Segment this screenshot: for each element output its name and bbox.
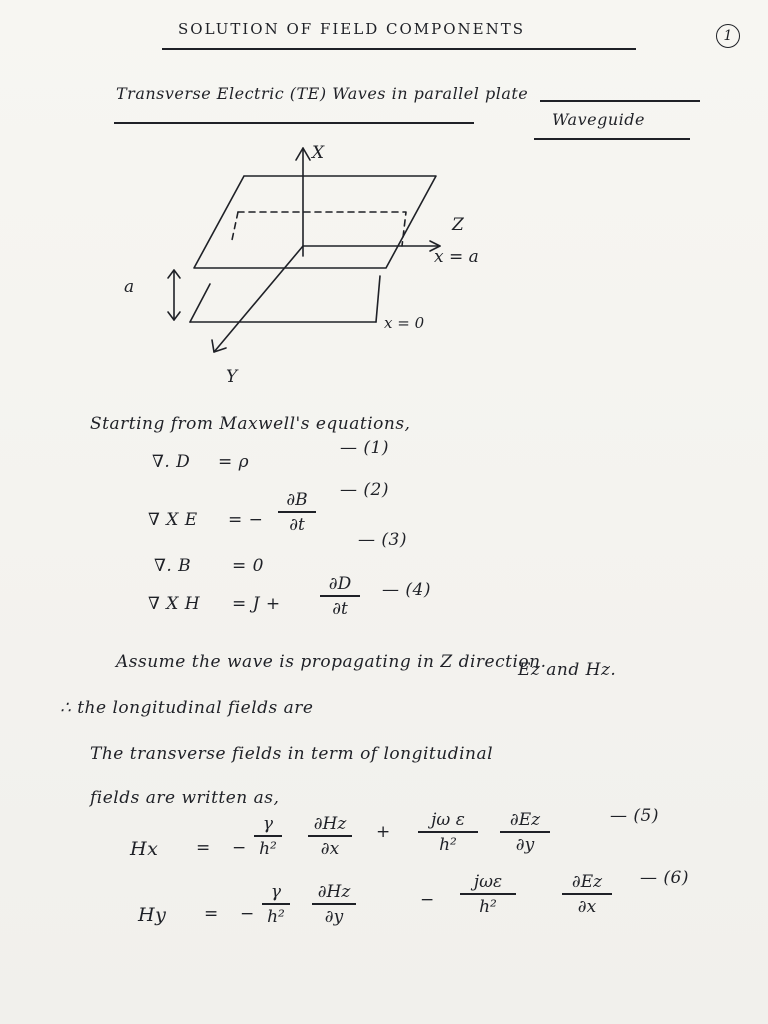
hy-t1-coef: γ h² — [262, 882, 290, 927]
hx-t1-sign: − — [232, 838, 247, 858]
eq2-rhs: = − — [228, 510, 264, 530]
para1-line1: Assume the wave is propagating in Z direction. — [116, 652, 547, 672]
x-eq-0-label: x = 0 — [384, 314, 425, 332]
top-plate — [194, 176, 436, 268]
eq3-tag: — (3) — [358, 530, 407, 550]
para1-line2-b: Ez and Hz. — [518, 660, 617, 680]
eq1-tag: — (1) — [340, 438, 389, 458]
hy-t1-sign: − — [240, 904, 255, 924]
hy-lhs: Hy — [138, 904, 167, 926]
eq1-rhs: = ρ — [218, 452, 250, 472]
eq2-lhs: ∇ X E — [148, 510, 198, 530]
eq4-den: ∂t — [332, 598, 348, 619]
para2-line2: fields are written as, — [90, 788, 280, 808]
hy-op: − — [420, 890, 435, 910]
eq4-num: ∂D — [328, 574, 352, 594]
hy-t1-deriv: ∂Hz ∂y — [312, 882, 356, 927]
eq4-tag: — (4) — [382, 580, 431, 600]
axis-y-label: Y — [226, 367, 238, 387]
para2-line1: The transverse fields in term of longitudinal — [90, 744, 494, 764]
eq2-tag: — (2) — [340, 480, 389, 500]
subtitle-line2: Waveguide — [552, 110, 645, 129]
hy-t2-deriv: ∂Ez ∂x — [562, 872, 612, 917]
y-axis-line — [214, 246, 303, 352]
para1-line2-a: ∴ the longitudinal fields are — [60, 698, 314, 718]
hx-eq: = — [196, 838, 211, 858]
eq3-lhs: ∇. B — [154, 556, 192, 576]
eq4-lhs: ∇ X H — [148, 594, 201, 614]
hx-t1-deriv: ∂Hz ∂x — [308, 814, 352, 859]
subtitle-line1: Transverse Electric (TE) Waves in parallel plate — [116, 84, 529, 103]
hy-tag: — (6) — [640, 868, 689, 888]
eq2-den: ∂t — [289, 514, 305, 535]
axis-x-label: X — [312, 143, 325, 163]
intro-text: Starting from Maxwell's equations, — [90, 414, 411, 434]
hx-lhs: Hx — [130, 838, 159, 860]
axis-z-label: Z — [452, 215, 464, 235]
hx-t2-coef: jω ε h² — [418, 810, 478, 855]
hx-tag: — (5) — [610, 806, 659, 826]
eq3-rhs: = 0 — [232, 556, 264, 576]
x-eq-a-label: x = a — [434, 247, 479, 267]
eq1-lhs: ∇. D — [152, 452, 191, 472]
top-plate-dashed — [238, 212, 406, 246]
parallel-plate-diagram — [0, 0, 768, 400]
eq2-num: ∂B — [286, 490, 308, 510]
hy-eq: = — [204, 904, 219, 924]
a-dimension-label: a — [124, 277, 135, 297]
eq2-fraction — [278, 490, 316, 535]
page-number-badge: 1 — [716, 24, 740, 48]
hx-t1-coef: γ h² — [254, 814, 282, 859]
page-title: SOLUTION OF FIELD COMPONENTS — [178, 20, 525, 38]
eq4-fraction — [320, 574, 360, 619]
hx-op: + — [376, 822, 391, 842]
hy-t2-coef: jωε h² — [460, 872, 516, 917]
eq4-rhs: = J + — [232, 594, 281, 614]
hx-t2-deriv: ∂Ez ∂y — [500, 810, 550, 855]
